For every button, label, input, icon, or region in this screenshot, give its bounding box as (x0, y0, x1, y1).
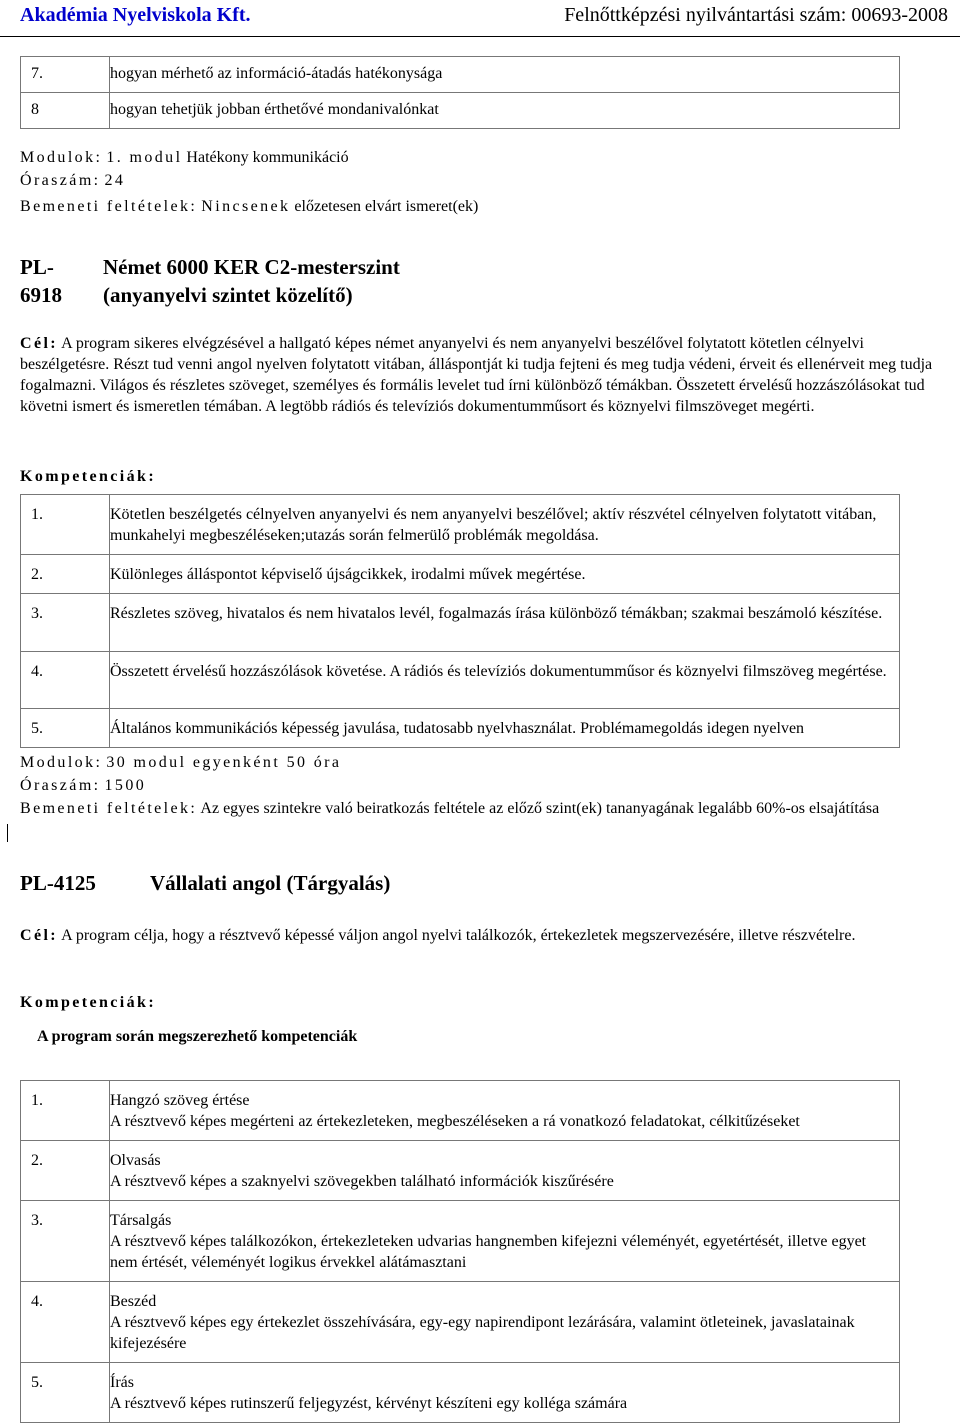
row-number: 1. (21, 495, 110, 555)
table-row (21, 1363, 900, 1423)
competency-title: Írás (110, 1374, 134, 1391)
prerequisites-none: Nincsenek (201, 198, 291, 215)
row-text: Részletes szöveg, hivatalos és nem hivatalos levél, fogalmazás írása különböző témákban; szakmai beszámoló készítése. (110, 594, 900, 652)
modules-count: 1. modul (106, 149, 183, 166)
hours-value: 24 (104, 172, 126, 189)
course-code-2: PL-4125 (20, 871, 96, 895)
change-bar (7, 824, 8, 842)
row-content (110, 1282, 900, 1363)
row-text: Kötetlen beszélgetés célnyelven anyanyelvi és nem anyanyelvi beszélővel; aktív részvétel célnyelven folytatott vitában, munkahelyi megbeszéléseken;utazás során felmerülő problémák megoldása. (110, 495, 900, 555)
table-row (21, 1141, 900, 1201)
modules-line-2 (20, 752, 341, 773)
row-content (110, 1363, 900, 1423)
goal-text: A program célja, hogy a résztvevő képessé váljon angol nyelvi találkozók, értekezletek megszervezésére, illetve részvételre. (61, 927, 856, 944)
row-number: 5. (21, 1363, 110, 1423)
competencies-subheading: A program során megszerezhető kompetenciák (37, 1028, 358, 1045)
competency-title: Beszéd (110, 1293, 157, 1310)
modules-label: Modulok: (20, 754, 103, 771)
course-code-line1: PL- (20, 255, 54, 279)
table-row (21, 93, 900, 129)
row-number: 2. (21, 555, 110, 594)
goal-paragraph (20, 333, 940, 417)
competency-title: Hangzó szöveg értése (110, 1092, 250, 1109)
page-header (0, 0, 960, 37)
row-text: hogyan mérhető az információ-átadás hatékonysága (110, 57, 900, 93)
course-title-line2: (anyanyelvi szintet közelítő) (103, 283, 353, 307)
school-name: Akadémia Nyelviskola Kft. (20, 4, 251, 26)
competency-title: Olvasás (110, 1152, 161, 1169)
competency-text: A résztvevő képes a szaknyelvi szövegekben található információk kiszűrésére (110, 1173, 614, 1190)
table-row (21, 1282, 900, 1363)
prerequisites-line (20, 196, 478, 217)
modules-label: Modulok: (20, 149, 103, 166)
row-content (110, 1081, 900, 1141)
competency-text: A résztvevő képes rutinszerű feljegyzést, kérvényt készíteni egy kolléga számára (110, 1395, 628, 1412)
row-number: 7. (21, 57, 110, 93)
competency-text: A résztvevő képes megérteni az értekezleteken, megbeszéléseken a rá vonatkozó feladatokat, célkitűzéseket (110, 1113, 800, 1130)
goal-text: A program sikeres elvégzésével a hallgató képes német anyanyelvi és nem anyanyelvi beszélővel folytatott kötetlen célnyelvi beszélgetésre. Részt tud venni angol nyelven folytatott vitában, álláspontját ki tudja fejteni és meg tudja védeni, érveit és ellenérveit meg tudja fogalmazni. Világos és részletes szöveget, személyes és formális levelet tud írni különböző témákban. Összetett érvelésű hozzászólásokat tud követni ismert és ismeretlen témában. A legtöbb rádiós és televíziós dokumentumműsort és köznyelvi filmszöveget megérti. (20, 335, 933, 415)
row-number: 8 (21, 93, 110, 129)
table-row (21, 495, 900, 555)
table-row (21, 594, 900, 652)
goal-label: Cél: (20, 927, 59, 944)
continuation-table (20, 56, 900, 129)
competency-text: A résztvevő képes találkozókon, értekezleteken udvarias hangnemben kifejezni véleményét, egyetértését, illetve egyet nem értését, véleményét logikus érvekkel alátámasztani (110, 1233, 867, 1271)
row-text: hogyan tehetjük jobban érthetővé mondanivalónkat (110, 93, 900, 129)
table-row (21, 1201, 900, 1282)
row-number: 2. (21, 1141, 110, 1201)
goal-paragraph-2 (20, 925, 940, 946)
modules-value: 30 modul egyenként 50 óra (106, 754, 342, 771)
row-number: 4. (21, 652, 110, 709)
hours-line-2 (20, 775, 146, 796)
row-text: Összetett érvelésű hozzászólások követése. A rádiós és televíziós dokumentumműsor és köznyelvi filmszöveg megértése. (110, 652, 900, 709)
row-text: Különleges álláspontot képviselő újságcikkek, irodalmi művek megértése. (110, 555, 900, 594)
row-number: 1. (21, 1081, 110, 1141)
prerequisites-label: Bemeneti feltételek: (20, 198, 198, 215)
row-number: 3. (21, 594, 110, 652)
competency-title: Társalgás (110, 1212, 172, 1229)
row-number: 5. (21, 709, 110, 748)
competencies-label-2: Kompetenciák: (20, 994, 157, 1011)
row-content (110, 1201, 900, 1282)
hours-line (20, 170, 125, 191)
row-number: 3. (21, 1201, 110, 1282)
prerequisites-label: Bemeneti feltételek: (20, 800, 198, 817)
hours-value: 1500 (104, 777, 147, 794)
competencies-table-2 (20, 1080, 900, 1423)
row-text: Általános kommunikációs képesség javulása, tudatosabb nyelvhasználat. Problémamegoldás idegen nyelven (110, 709, 900, 748)
modules-value: Hatékony kommunikáció (186, 149, 349, 166)
course-title-line1: Német 6000 KER C2-mesterszint (103, 255, 400, 279)
table-row (21, 57, 900, 93)
prerequisites-line-2 (20, 798, 940, 819)
course-code-line2: 6918 (20, 283, 62, 307)
prerequisites-value: előzetesen elvárt ismeret(ek) (294, 198, 479, 215)
competencies-table (20, 494, 900, 748)
hours-label: Óraszám: (20, 777, 101, 794)
table-row (21, 1081, 900, 1141)
row-number: 4. (21, 1282, 110, 1363)
row-content (110, 1141, 900, 1201)
table-row (21, 652, 900, 709)
course-title-2: Vállalati angol (Tárgyalás) (150, 871, 391, 895)
registration-number: Felnőttképzési nyilvántartási szám: 00693-2008 (564, 4, 948, 26)
competency-text: A résztvevő képes egy értekezlet összehívására, egy-egy napirendipont lezárására, valamint ötleteinek, javaslatainak kifejezésére (110, 1314, 855, 1352)
competencies-label: Kompetenciák: (20, 468, 157, 485)
table-row (21, 709, 900, 748)
hours-label: Óraszám: (20, 172, 101, 189)
modules-line (20, 147, 349, 168)
prerequisites-value: Az egyes szintekre való beiratkozás feltétele az előző szint(ek) tananyagának legalább 60%-os elsajátítása (200, 800, 880, 817)
goal-label: Cél: (20, 335, 59, 352)
table-row (21, 555, 900, 594)
